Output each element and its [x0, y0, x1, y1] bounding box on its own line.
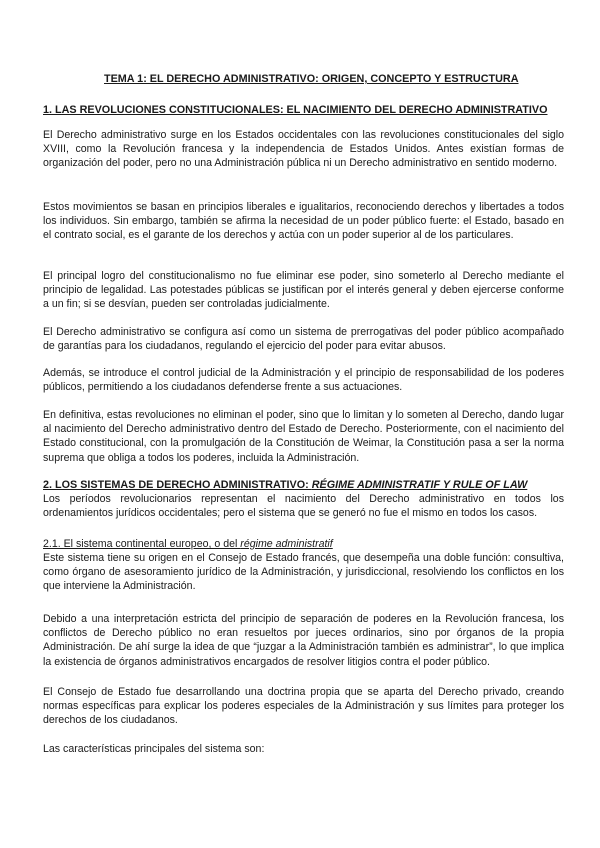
- section-1-paragraph-5: Además, se introduce el control judicial de la Administración y el principio de responsabilidad de los poderes públicos, permitiendo a los ciudadanos defenderse frente a sus actuaciones.: [43, 367, 564, 394]
- subsection-2-1-heading: [43, 537, 563, 551]
- section-2-heading-prefix: 2. LOS SISTEMAS DE DERECHO ADMINISTRATIVO:: [43, 479, 312, 491]
- document-title: TEMA 1: EL DERECHO ADMINISTRATIVO: ORIGEN, CONCEPTO Y ESTRUCTURA: [104, 73, 519, 85]
- section-2-intro: Los períodos revolucionarios representan el nacimiento del Derecho administrativo en todos los ordenamientos jurídicos occidentales; pero el sistema que se generó no fue el mismo en todos los casos.: [43, 493, 564, 520]
- section-2-heading: [43, 478, 563, 492]
- section-1-paragraph-1: El Derecho administrativo surge en los Estados occidentales con las revoluciones constitucionales del siglo XVIII, como la Revolución francesa y la independencia de Estados Unidos. Antes existían formas de organización del poder, pero no una Administración pública ni un Derecho administrativo en sentido moderno.: [43, 129, 564, 170]
- section-2-heading-italic: RÉGIME ADMINISTRATIF Y RULE OF LAW: [311, 479, 528, 491]
- subsection-2-1-paragraph-4: Las características principales del sistema son:: [43, 743, 265, 755]
- subsection-2-1-paragraph-2: Debido a una interpretación estricta del principio de separación de poderes en la Revolución francesa, los conflictos de Derecho público no eran resueltos por jueces ordinarios, sino por órganos de la propia Administración. De ahí surge la idea de que “juzgar a la Administración también es administrar”, lo que implica la existencia de órganos administrativos encargados de resolver litigios contra el poder público.: [43, 613, 564, 668]
- subsection-2-1-paragraph-3: El Consejo de Estado fue desarrollando una doctrina propia que se aparta del Derecho privado, creando normas específicas para explicar los poderes especiales de la Administración y sus límites para proteger los derechos de los ciudadanos.: [43, 686, 564, 727]
- section-1-paragraph-4: El Derecho administrativo se configura así como un sistema de prerrogativas del poder público acompañado de garantías para los ciudadanos, regulando el ejercicio del poder para evitar abusos.: [43, 326, 564, 353]
- section-1-paragraph-6: En definitiva, estas revoluciones no eliminan el poder, sino que lo limitan y lo someten al Derecho, dando lugar al nacimiento del Derecho administrativo dentro del Estado de Derecho. Posteriormente, con el nacimiento del Estado constitucional, con la promulgación de la Constitución de Weimar, la Constitución pasa a ser la norma suprema que obliga a todos los poderes, incluida la Administración.: [43, 409, 564, 464]
- subsection-2-1-heading-italic: régime administratif: [240, 538, 333, 550]
- subsection-2-1-heading-prefix: 2.1. El sistema continental europeo, o del: [43, 538, 241, 550]
- subsection-2-1-paragraph-1: Este sistema tiene su origen en el Consejo de Estado francés, que desempeña una doble función: consultiva, como órgano de asesoramiento jurídico de la Administración, y jurisdiccional, resolviendo los conflictos en los que interviene la Administración.: [43, 552, 564, 593]
- section-1-paragraph-3: El principal logro del constitucionalismo no fue eliminar ese poder, sino someterlo al Derecho mediante el principio de legalidad. Las potestades públicas se justifican por el interés general y deben ejercerse conforme a un fin; si se desvían, pueden ser controladas judicialmente.: [43, 270, 564, 311]
- section-1-paragraph-2: Estos movimientos se basan en principios liberales e igualitarios, reconociendo derechos y libertades a todos los individuos. Sin embargo, también se afirma la necesidad de un poder público fuerte: el Estado, basado en el contrato social, es el garante de los derechos y actúa con un poder superior al de los particulares.: [43, 201, 564, 242]
- section-1-heading: 1. LAS REVOLUCIONES CONSTITUCIONALES: EL NACIMIENTO DEL DERECHO ADMINISTRATIVO: [43, 104, 548, 116]
